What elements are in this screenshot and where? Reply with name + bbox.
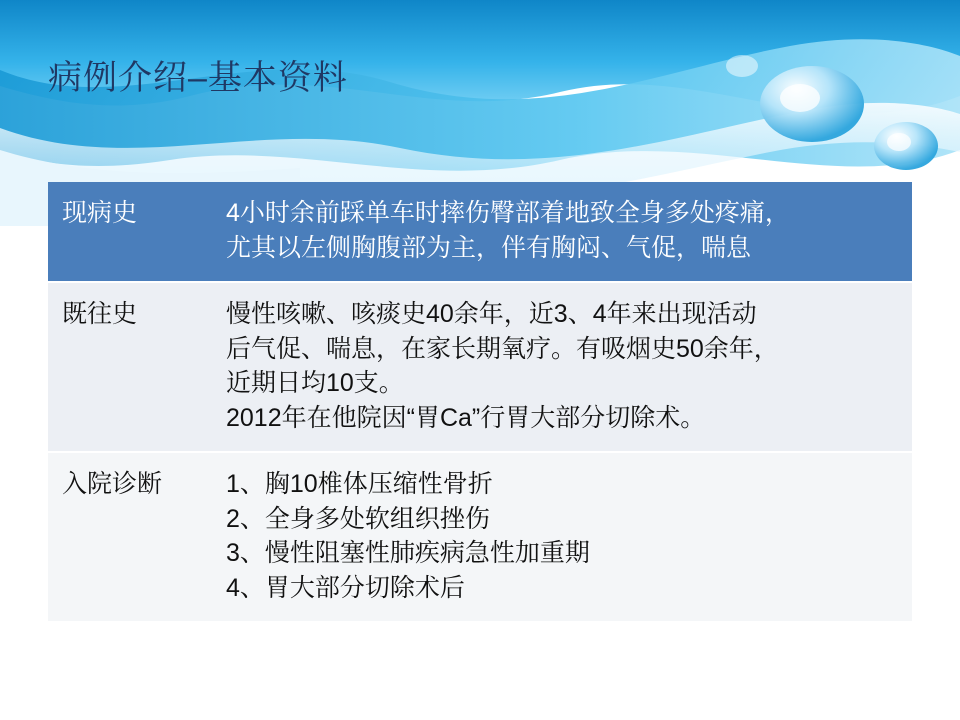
cell-line: 3、慢性阻塞性肺疾病急性加重期 <box>226 539 590 567</box>
cell-line: 慢性咳嗽、咳痰史40余年，近3、4年来出现活动 <box>226 300 757 328</box>
cell-line: 近期日均10支。 <box>226 369 404 397</box>
row-label-present-illness: 现病史 <box>48 182 212 282</box>
case-information-table <box>48 182 912 621</box>
cell-line: 4小时余前踩单车时摔伤臀部着地致全身多处疼痛， <box>226 199 790 227</box>
row-label-past-history: 既往史 <box>48 282 212 452</box>
cell-line: 尤其以左侧胸腹部为主，伴有胸闷、气促，喘息 <box>226 233 752 262</box>
table-row <box>48 282 912 452</box>
row-content-past-history <box>212 282 912 452</box>
table-row <box>48 452 912 621</box>
cell-line: 1、胸10椎体压缩性骨折 <box>226 470 493 498</box>
row-content-present-illness <box>212 182 912 282</box>
cell-line: 2012年在他院因“胃Ca”行胃大部分切除术。 <box>226 403 706 432</box>
row-content-admission-diagnosis <box>212 452 912 621</box>
page-title: 病例介绍–基本资料 <box>48 59 348 97</box>
row-label-admission-diagnosis: 入院诊断 <box>48 452 212 621</box>
cell-line: 2、全身多处软组织挫伤 <box>226 504 490 533</box>
cell-line: 后气促、喘息，在家长期氧疗。有吸烟史50余年， <box>226 334 779 363</box>
table-row <box>48 182 912 282</box>
cell-line: 4、胃大部分切除术后 <box>226 573 465 602</box>
